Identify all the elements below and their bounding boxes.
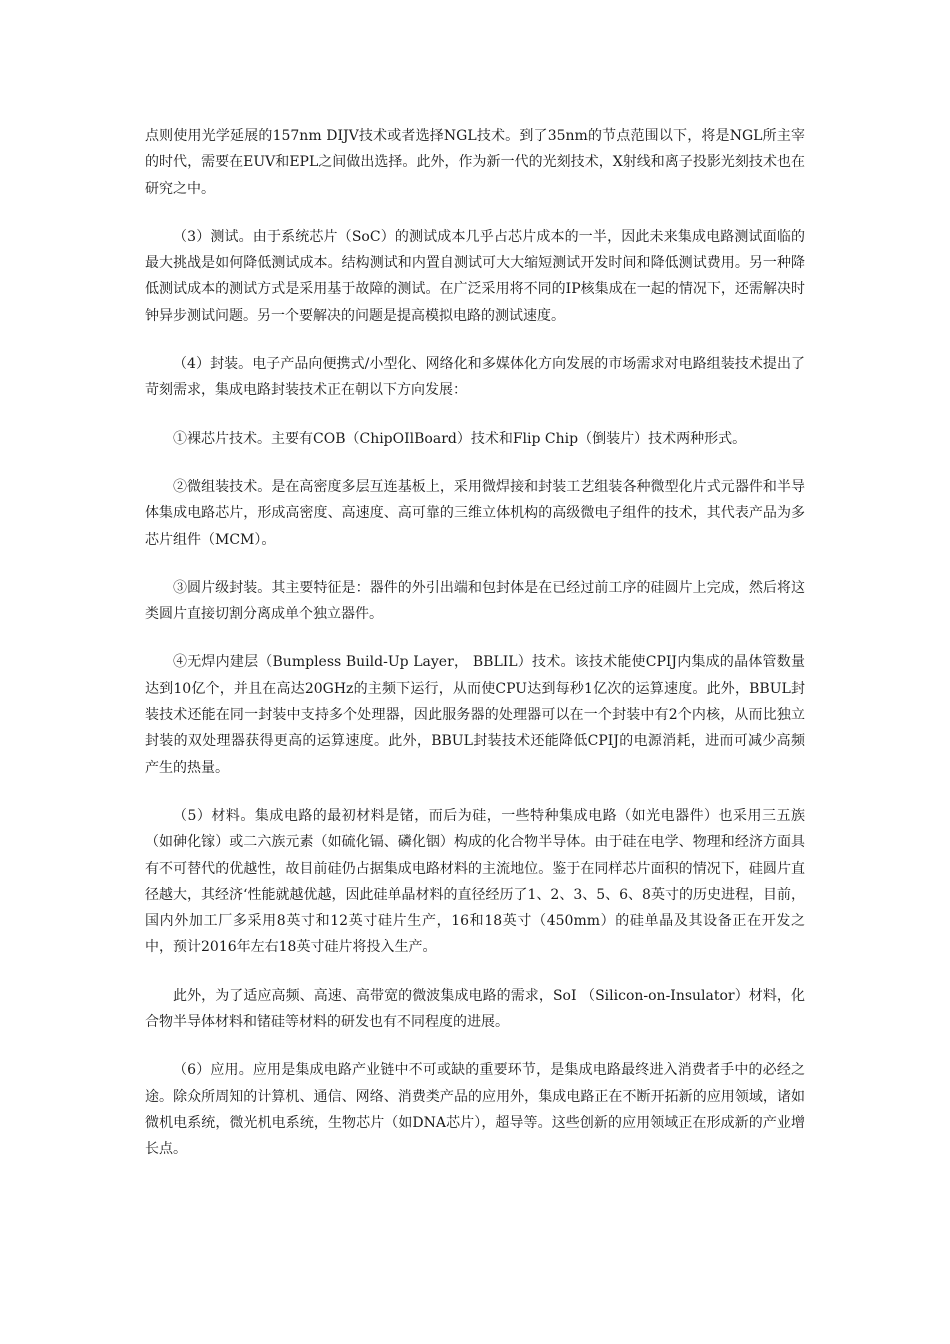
- document-page: [145, 123, 805, 1185]
- paragraph-bbul: ④无焊内建层（Bumpless Build-Up Layer， BBLIL）技术。该技术能使CPIJ内集成的晶体管数量达到10亿个，并且在高达20GHz的主频下运行，从而使CPU达到每秒1亿次的运算速度。此外，BBUL封装技术还能在同一封装中支持多个处理器，因此服务器的处理器可以在一个封装中有2个内核，从而比独立封装的双处理器获得更高的运算速度。此外，BBUL封装技术还能降低CPIJ的电源消耗，进而可减少高频产生的热量。: [145, 654, 805, 776]
- paragraph-applications: （6）应用。应用是集成电路产业链中不可或缺的重要环节，是集成电路最终进入消费者手中的必经之途。除众所周知的计算机、通信、网络、消费类产品的应用外，集成电路正在不断开拓新的应用领域，诸如微机电系统，微光机电系统，生物芯片（如DNA芯片），超导等。这些创新的应用领域正在形成新的产业增长点。: [145, 1062, 805, 1158]
- paragraph-micro-assembly: ②微组装技术。是在高密度多层互连基板上，采用微焊接和封装工艺组装各种微型化片式元器件和半导体集成电路芯片，形成高密度、高速度、高可靠的三维立体机构的高级微电子组件的技术，其代表产品为多芯片组件（MCM）。: [145, 478, 805, 548]
- paragraph-wafer-level: ③圆片级封装。其主要特征是：器件的外引出端和包封体是在已经过前工序的硅圆片上完成，然后将这类圆片直接切割分离成单个独立器件。: [145, 579, 805, 623]
- paragraph-materials: （5）材料。集成电路的最初材料是锗，而后为硅，一些特种集成电路（如光电器件）也采用三五族（如砷化镓）或二六族元素（如硫化镉、磷化铟）构成的化合物半导体。由于硅在电学、物理和经济方面具有不可替代的优越性，故目前硅仍占据集成电路材料的主流地位。鉴于在同样芯片面积的情况下，硅圆片直径越大，其经济‘性能就越优越，因此硅单晶材料的直径经历了1、2、3、5、6、8英寸的历史进程，目前，国内外加工厂多采用8英寸和12英寸硅片生产，16和18英寸（450mm）的硅单晶及其设备正在开发之中，预计2016年左右18英寸硅片将投入生产。: [145, 807, 805, 956]
- paragraph-lithography-continued: 点则使用光学延展的157nm DIJV技术或者选择NGL技术。到了35nm的节点范围以下，将是NGL所主宰的时代，需要在EUV和EPL之间做出选择。此外，作为新一代的光刻技术，X射线和离子投影光刻技术也在研究之中。: [145, 128, 805, 197]
- paragraph-testing: （3）测试。由于系统芯片（SoC）的测试成本几乎占芯片成本的一半，因此未来集成电路测试面临的最大挑战是如何降低测试成本。结构测试和内置自测试可大大缩短测试开发时间和降低测试费用。另一种降低测试成本的测试方式是采用基于故障的测试。在广泛采用将不同的IP核集成在一起的情况下，还需解决时钟异步测试问题。另一个要解决的问题是提高模拟电路的测试速度。: [145, 228, 805, 324]
- paragraph-bare-chip: ①裸芯片技术。主要有COB（ChipOIlBoard）技术和Flip Chip（倒装片）技术两种形式。: [173, 430, 747, 447]
- paragraph-packaging: （4）封装。电子产品向便携式/小型化、网络化和多媒体化方向发展的市场需求对电路组装技术提出了苛刻需求，集成电路封装技术正在朝以下方向发展：: [145, 356, 805, 399]
- paragraph-soi-materials: 此外，为了适应高频、高速、高带宽的微波集成电路的需求，SoI （Silicon-on-Insulator）材料，化合物半导体材料和锗硅等材料的研发也有不同程度的进展。: [145, 987, 805, 1031]
